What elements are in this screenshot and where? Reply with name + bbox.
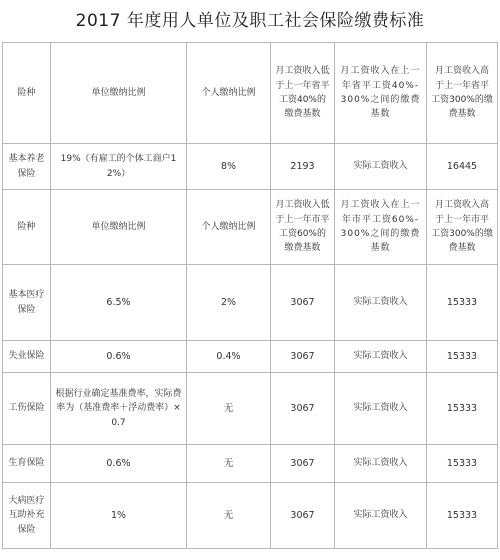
table-row-pension xyxy=(3,144,498,190)
cell-high-base: 15333 xyxy=(427,483,498,549)
cell-high-base: 15333 xyxy=(427,265,498,341)
cell-type: 大病医疗互助补充保险 xyxy=(3,483,51,549)
cell-mid-base: 实际工资收入 xyxy=(335,265,427,341)
header-type: 险种 xyxy=(3,43,51,144)
header-mid-base: 月工资收入在上一年省平工资40%-300%之间的缴费基数 xyxy=(335,43,427,144)
cell-personal-rate: 8% xyxy=(187,144,271,190)
cell-employer-rate: 0.6% xyxy=(51,445,187,483)
table-header-row xyxy=(3,43,498,144)
cell-mid-base: 实际工资收入 xyxy=(335,373,427,445)
table-row-serious-illness xyxy=(3,483,498,549)
header-mid-base: 月工资收入在上一年市平工资60%-300%之间的缴费基数 xyxy=(335,190,427,265)
cell-low-base: 3067 xyxy=(271,445,335,483)
cell-type: 失业保险 xyxy=(3,341,51,373)
cell-personal-rate: 无 xyxy=(187,483,271,549)
cell-employer-rate: 根据行业确定基准费率，实际费率为（基准费率＋浮动费率）×0.7 xyxy=(51,373,187,445)
cell-low-base: 3067 xyxy=(271,265,335,341)
cell-type: 基本养老保险 xyxy=(3,144,51,190)
header-low-base: 月工资收入低于上一年省平工资40%的缴费基数 xyxy=(271,43,335,144)
cell-low-base: 3067 xyxy=(271,483,335,549)
cell-employer-rate: 1% xyxy=(51,483,187,549)
cell-employer-rate: 19%（有雇工的个体工商户12%） xyxy=(51,144,187,190)
header-personal-rate: 个人缴纳比例 xyxy=(187,43,271,144)
table-header-row xyxy=(3,190,498,265)
cell-employer-rate: 0.6% xyxy=(51,341,187,373)
cell-personal-rate: 无 xyxy=(187,373,271,445)
cell-mid-base: 实际工资收入 xyxy=(335,483,427,549)
cell-type: 基本医疗保险 xyxy=(3,265,51,341)
page-title: 2017 年度用人单位及职工社会保险缴费标准 xyxy=(75,11,425,31)
cell-personal-rate: 无 xyxy=(187,445,271,483)
header-high-base: 月工资收入高于上一年市平工资300%的缴费基数 xyxy=(427,190,498,265)
insurance-fee-table xyxy=(2,42,498,549)
cell-low-base: 3067 xyxy=(271,341,335,373)
cell-high-base: 15333 xyxy=(427,373,498,445)
cell-mid-base: 实际工资收入 xyxy=(335,144,427,190)
cell-personal-rate: 2% xyxy=(187,265,271,341)
cell-employer-rate: 6.5% xyxy=(51,265,187,341)
cell-mid-base: 实际工资收入 xyxy=(335,341,427,373)
header-type: 险种 xyxy=(3,190,51,265)
cell-high-base: 16445 xyxy=(427,144,498,190)
cell-low-base: 3067 xyxy=(271,373,335,445)
cell-high-base: 15333 xyxy=(427,341,498,373)
cell-type: 工伤保险 xyxy=(3,373,51,445)
header-high-base: 月工资收入高于上一年省平工资300%的缴费基数 xyxy=(427,43,498,144)
cell-personal-rate: 0.4% xyxy=(187,341,271,373)
cell-low-base: 2193 xyxy=(271,144,335,190)
table-row-medical xyxy=(3,265,498,341)
cell-high-base: 15333 xyxy=(427,445,498,483)
header-low-base: 月工资收入低于上一年市平工资60%的缴费基数 xyxy=(271,190,335,265)
table-row-work-injury xyxy=(3,373,498,445)
cell-mid-base: 实际工资收入 xyxy=(335,445,427,483)
table-row-unemployment xyxy=(3,341,498,373)
header-personal-rate: 个人缴纳比例 xyxy=(187,190,271,265)
header-employer-rate: 单位缴纳比例 xyxy=(51,190,187,265)
table-row-maternity xyxy=(3,445,498,483)
header-employer-rate: 单位缴纳比例 xyxy=(51,43,187,144)
cell-type: 生育保险 xyxy=(3,445,51,483)
